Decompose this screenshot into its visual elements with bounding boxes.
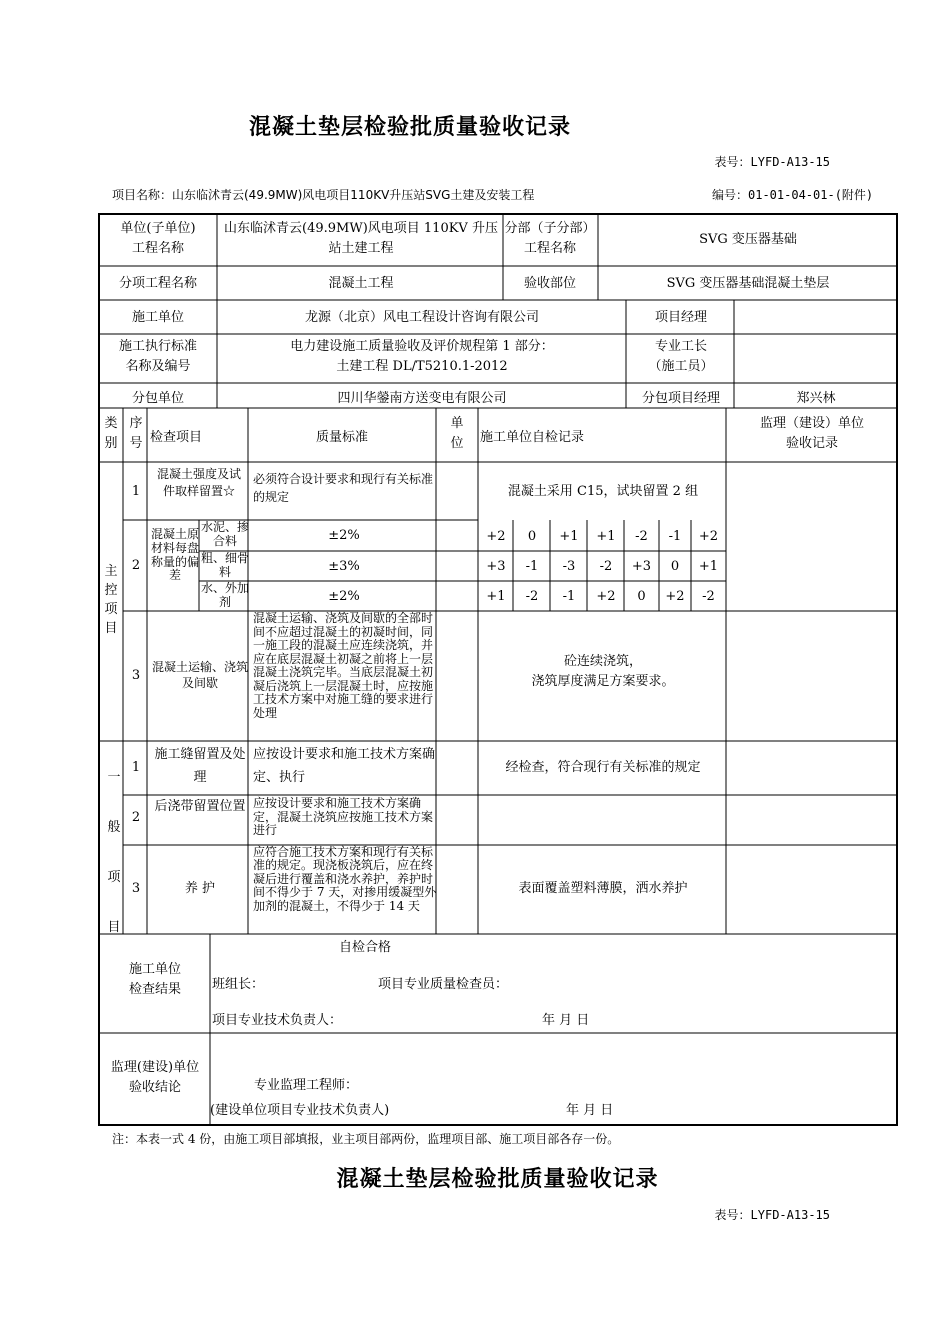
self-check-ok: 自检合格 (338, 940, 391, 955)
constr-result-label-2: 检查结果 (128, 981, 181, 997)
record-value: -2 (525, 589, 539, 604)
record-value: +3 (486, 559, 506, 574)
general-row-2-standard: 应按设计要求和施工技术方案确定，混凝土浇筑应按施工技术方案进行 (253, 796, 434, 838)
supervision-header-1: 监理（建设）单位 (759, 416, 864, 431)
standard-value-1: 电力建设施工质量验收及评价规程第 1 部分： (290, 339, 554, 354)
unit-project-value (220, 219, 502, 258)
unit-project-label (100, 219, 216, 258)
form-number-repeat: 表号：LYFD-A13-15 (714, 1208, 830, 1222)
owner-tech-lead: (建设单位项目专业技术负责人) (210, 1103, 390, 1118)
sub-row-3-name: 水、外加剂 (201, 581, 250, 609)
category-header (99, 414, 123, 453)
supervision-header-2: 验收记录 (785, 435, 838, 451)
record-value: 0 (670, 559, 680, 574)
supervise-result-label (100, 1058, 210, 1097)
main-row-3-record-1: 砼连续浇筑， (563, 654, 642, 669)
general-cat-char: 项 (107, 870, 121, 885)
record-value: -1 (668, 529, 682, 544)
subcontractor-value: 四川华鎣南方送变电有限公司 (337, 391, 507, 406)
unit-header-1: 单 (450, 416, 464, 431)
main-row-2-no: 2 (131, 558, 141, 573)
subcontractor-label: 分包单位 (131, 391, 184, 406)
self-check-header: 施工单位自检记录 (480, 430, 585, 445)
general-cat-char: 一 (107, 770, 121, 785)
main-row-1-item: 混凝土强度及试件取样留置☆ (156, 467, 241, 499)
sub-row-3-standard: ±2% (328, 589, 360, 604)
general-row-1-record: 经检查，符合现行有关标准的规定 (505, 760, 701, 775)
record-value: +2 (596, 589, 616, 604)
general-row-1-no: 1 (131, 760, 141, 775)
record-value: -1 (562, 589, 576, 604)
general-row-1-standard: 应按设计要求和施工技术方案确定、执行 (253, 747, 436, 785)
main-row-3-no: 3 (131, 668, 141, 683)
main-cat-char: 目 (104, 621, 118, 636)
record-value: +2 (665, 589, 685, 604)
general-category-label (104, 753, 124, 953)
subdivision-label-1: 分部（子分部） (504, 221, 596, 236)
main-row-1-no: 1 (131, 484, 141, 499)
seq-header-2: 号 (129, 435, 143, 451)
unit-header (437, 414, 477, 453)
sub-row-1-name: 水泥、掺合料 (201, 520, 250, 548)
main-row-2-item: 混凝土原材料每盘称量的偏差 (151, 527, 200, 583)
main-row-3-standard: 混凝土运输、浇筑及间歇的全部时间不应超过混凝土的初凝时间，同一施工段的混凝土应连续浇筑，并应在底层混凝土初凝之前将上一层混凝土浇筑完毕。当底层混凝土初凝后浇筑上一层混凝土时，应按施工技术方案中对施工缝的要求进行处理 (253, 611, 434, 720)
foreman-label-2: （施工员） (648, 358, 714, 374)
record-value: +1 (596, 529, 616, 544)
supervising-engineer: 专业监理工程师： (254, 1078, 359, 1093)
team-leader: 班组长： (212, 977, 265, 992)
unit-project-label-1: 单位(子单位) (120, 221, 196, 236)
general-row-3-record: 表面覆盖塑料薄膜，洒水养护 (518, 881, 688, 896)
record-value: -3 (562, 559, 576, 574)
subdivision-label (503, 219, 597, 258)
record-value: +2 (486, 529, 506, 544)
unit-project-value-2: 站土建工程 (328, 240, 394, 256)
unit-project-value-1: 山东临沭青云(49.9MW)风电项目 110KV 升压 (224, 221, 498, 236)
record-value: +1 (486, 589, 506, 604)
seq-header-1: 序 (129, 416, 143, 431)
record-value: +3 (631, 559, 652, 574)
general-row-3-no: 3 (131, 881, 141, 896)
page-title: 混凝土垫层检验批质量验收记录 (248, 115, 571, 140)
record-code: 编号：01-01-04-01-(附件) (712, 188, 874, 202)
record-value: +2 (698, 529, 719, 544)
project-name: 项目名称：山东临沭青云(49.9MW)风电项目110KV升压站SVG土建及安装工程 (112, 188, 535, 202)
main-cat-char: 控 (104, 583, 118, 598)
standard-label (100, 337, 216, 376)
general-row-1-item: 施工缝留置及处理 (154, 747, 246, 785)
general-cat-char: 目 (107, 920, 121, 935)
item-project-label: 分项工程名称 (118, 276, 197, 291)
category-header-1: 类 (104, 416, 118, 431)
main-row-3-record (480, 652, 726, 691)
supervise-result-label-2: 验收结论 (128, 1079, 181, 1095)
check-item-header: 检查项目 (150, 430, 203, 445)
supervise-date: 年 月 日 (566, 1103, 614, 1118)
construction-unit-value: 龙源（北京）风电工程设计咨询有限公司 (304, 310, 539, 325)
acceptance-part-label: 验收部位 (523, 276, 576, 291)
supervision-header (728, 414, 896, 453)
foreman-label (628, 337, 734, 376)
supervise-result-label-1: 监理(建设)单位 (110, 1060, 200, 1075)
record-value: -2 (599, 559, 613, 574)
general-row-2-no: 2 (131, 810, 141, 825)
unit-project-label-2: 工程名称 (131, 240, 184, 256)
subdivision-label-2: 工程名称 (523, 240, 576, 256)
sub-row-1-standard: ±2% (328, 528, 360, 543)
subdivision-value: SVG 变压器基础 (699, 232, 797, 247)
seq-header (124, 414, 148, 453)
category-header-2: 别 (104, 435, 118, 451)
constr-date: 年 月 日 (542, 1013, 590, 1028)
page-title-repeat: 混凝土垫层检验批质量验收记录 (336, 1167, 659, 1192)
acceptance-part-value: SVG 变压器基础混凝土垫层 (666, 276, 830, 291)
quality-inspector: 项目专业质量检查员： (378, 977, 509, 992)
main-row-1-standard: 必须符合设计要求和现行有关标准的规定 (253, 472, 434, 504)
main-cat-char: 主 (104, 564, 118, 579)
main-row-1-record: 混凝土采用 C15，试块留置 2 组 (507, 484, 699, 499)
sub-row-2-standard: ±3% (328, 559, 360, 574)
standard-label-1: 施工执行标准 (118, 339, 197, 354)
main-row-3-record-2: 浇筑厚度满足方案要求。 (531, 673, 675, 689)
record-value: -1 (525, 559, 539, 574)
item-project-value: 混凝土工程 (328, 276, 394, 291)
main-cat-char: 项 (104, 602, 118, 617)
record-value: 0 (637, 589, 646, 604)
general-row-2-item: 后浇带留置位置 (154, 799, 246, 814)
form-number: 表号：LYFD-A13-15 (714, 155, 830, 169)
footnote: 注：本表一式 4 份，由施工项目部填报，业主项目部两份，监理项目部、施工项目部各存一份。 (112, 1132, 620, 1146)
project-manager-label: 项目经理 (654, 310, 707, 325)
general-cat-char: 般 (107, 820, 121, 835)
main-row-3-item: 混凝土运输、浇筑及间歇 (151, 660, 248, 690)
sub-row-2-name: 粗、细骨料 (201, 551, 250, 579)
record-value: 0 (527, 529, 537, 544)
sub-pm-value: 郑兴林 (796, 391, 836, 406)
unit-header-2: 位 (450, 435, 464, 451)
quality-standard-header: 质量标准 (315, 430, 368, 445)
standard-value (220, 337, 624, 376)
constr-result-label (100, 960, 210, 999)
tech-lead: 项目专业技术负责人： (212, 1013, 343, 1028)
record-value: +1 (559, 529, 579, 544)
sub-pm-label: 分包项目经理 (641, 391, 720, 406)
record-value: -2 (702, 589, 715, 604)
record-value: -2 (635, 529, 648, 544)
construction-unit-label: 施工单位 (131, 310, 184, 325)
standard-value-2: 土建工程 DL/T5210.1-2012 (336, 358, 508, 374)
general-row-3-standard: 应符合施工技术方案和现行有关标准的规定。现浇板浇筑后，应在终凝后进行覆盖和浇水养护，养护时间不得少于 7 天，对掺用缓凝型外加剂的混凝土，不得少于 14 天 (253, 845, 437, 913)
main-category-label (101, 560, 121, 636)
foreman-label-1: 专业工长 (654, 339, 707, 354)
constr-result-label-1: 施工单位 (128, 962, 181, 977)
standard-label-2: 名称及编号 (125, 358, 191, 374)
general-row-3-item: 养 护 (184, 881, 216, 896)
record-value: +1 (698, 559, 719, 574)
